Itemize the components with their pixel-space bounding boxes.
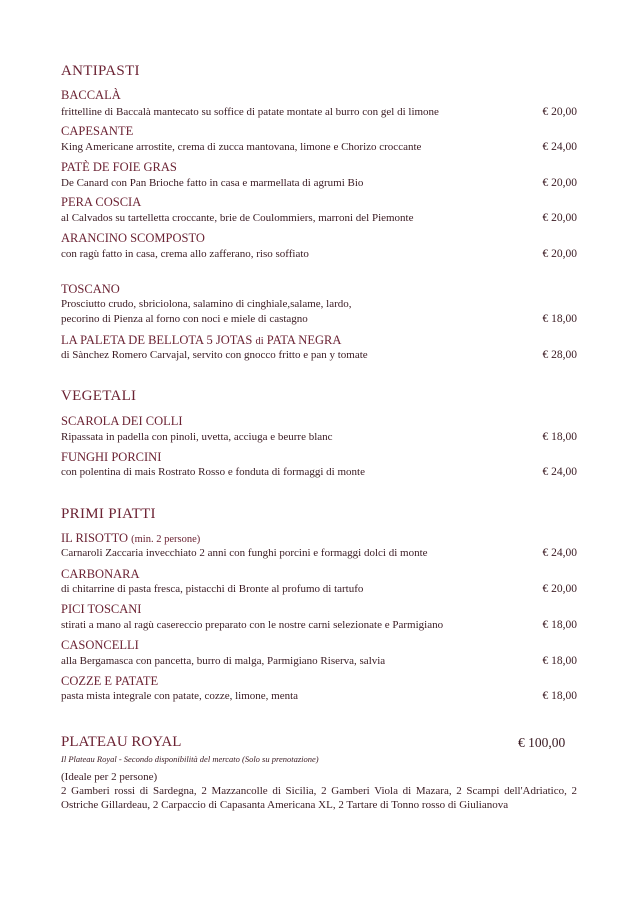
menu-item-name: COZZE E PATATE [61, 674, 159, 688]
menu-item-name: CARBONARA [61, 567, 140, 581]
menu-item-description: al Calvados su tartelletta croccante, brie de Coulommiers, marroni del Piemonte [61, 212, 414, 224]
menu-item-price: € 20,00 [542, 248, 577, 260]
menu-item-name-text: IL RISOTTO [61, 531, 129, 545]
menu-item-description: pasta mista integrale con patate, cozze, limone, menta [61, 690, 299, 702]
plateau-royal-price: € 100,00 [518, 735, 566, 750]
plateau-royal-contents: 2 Gamberi rossi di Sardegna, 2 Mazzancolle di Sicilia, 2 Gamberi Viola di Mazara, 2 Scampi dell'Adriatico, 2 Ostriche Gillardeau, 2 Carpaccio di Capasanta Americana XL, 2 Tartare di Tonno rosso di Giulianova [61, 785, 577, 811]
menu-item-price: € 20,00 [542, 106, 577, 118]
menu-item-name: CAPESANTE [61, 124, 134, 138]
section-title-primi-piatti: PRIMI PIATTI [61, 506, 156, 522]
menu-item-price: € 20,00 [542, 212, 577, 224]
menu-item-name-part: LA PALETA DE BELLOTA 5 JOTAS [61, 333, 253, 347]
menu-item-note: (min. 2 persone) [131, 534, 201, 545]
menu-item-price: € 24,00 [542, 466, 577, 478]
menu-item-description: pecorino di Pienza al forno con noci e miele di castagno [61, 313, 308, 325]
menu-item-description: alla Bergamasca con pancetta, burro di malga, Parmigiano Riserva, salvia [61, 655, 386, 667]
menu-item-description: con ragù fatto in casa, crema allo zafferano, riso soffiato [61, 248, 309, 260]
menu-item-description: con polentina di mais Rostrato Rosso e fonduta di formaggi di monte [61, 466, 365, 478]
menu-item-price: € 28,00 [542, 349, 577, 361]
menu-item-description: Carnaroli Zaccaria invecchiato 2 anni con funghi porcini e formaggi dolci di monte [61, 547, 428, 559]
menu-item-name: BACCALÀ [61, 88, 121, 102]
menu-item-description: Ripassata in padella con pinoli, uvetta, acciuga e beurre blanc [61, 431, 333, 443]
menu-item-name: PICI TOSCANI [61, 602, 142, 616]
menu-item-description: De Canard con Pan Brioche fatto in casa e marmellata di agrumi Bio [61, 177, 364, 189]
menu-item-description: Prosciutto crudo, sbriciolona, salamino di cinghiale,salame, lardo, [61, 298, 352, 310]
plateau-royal-ideal: (Ideale per 2 persone) [61, 771, 158, 783]
menu-item-price: € 18,00 [542, 655, 577, 667]
menu-item-description: di chitarrine di pasta fresca, pistacchi di Bronte al profumo di tartufo [61, 583, 364, 595]
plateau-royal-description [61, 770, 577, 812]
menu-item-name: PERA COSCIA [61, 195, 142, 209]
menu-item-name: TOSCANO [61, 282, 120, 296]
menu-item-description: di Sànchez Romero Carvajal, servito con gnocco fritto e pan y tomate [61, 349, 368, 361]
menu-item-name [61, 531, 200, 546]
plateau-royal-title: PLATEAU ROYAL [61, 734, 182, 750]
menu-item-name-part: PATA NEGRA [266, 333, 342, 347]
menu-item-price: € 18,00 [542, 313, 577, 325]
menu-item-name-part: di [255, 336, 264, 347]
menu-item-name [61, 333, 341, 348]
menu-item-description: frittelline di Baccalà mantecato su soffice di patate montate al burro con gel di limone [61, 106, 439, 118]
menu-item-name: CASONCELLI [61, 638, 139, 652]
plateau-royal-note: Il Plateau Royal - Secondo disponibilità del mercato (Solo su prenotazione) [61, 754, 319, 764]
menu-item-description: King Americane arrostite, crema di zucca mantovana, limone e Chorizo croccante [61, 141, 422, 153]
menu-item-name: SCAROLA DEI COLLI [61, 414, 183, 428]
menu-item-name: FUNGHI PORCINI [61, 450, 162, 464]
menu-item-price: € 24,00 [542, 141, 577, 153]
menu-item-name: PATÈ DE FOIE GRAS [61, 160, 177, 174]
section-title-vegetali: VEGETALI [61, 388, 137, 404]
menu-item-price: € 20,00 [542, 177, 577, 189]
menu-item-price: € 18,00 [542, 431, 577, 443]
menu-item-price: € 18,00 [542, 690, 577, 702]
menu-item-name: ARANCINO SCOMPOSTO [61, 231, 205, 245]
menu-item-price: € 18,00 [542, 619, 577, 631]
menu-item-description: stirati a mano al ragù casereccio preparato con le nostre carni selezionate e Parmigiano [61, 619, 444, 631]
menu-item-price: € 24,00 [542, 547, 577, 559]
menu-item-price: € 20,00 [542, 583, 577, 595]
section-title-antipasti: ANTIPASTI [61, 63, 140, 79]
